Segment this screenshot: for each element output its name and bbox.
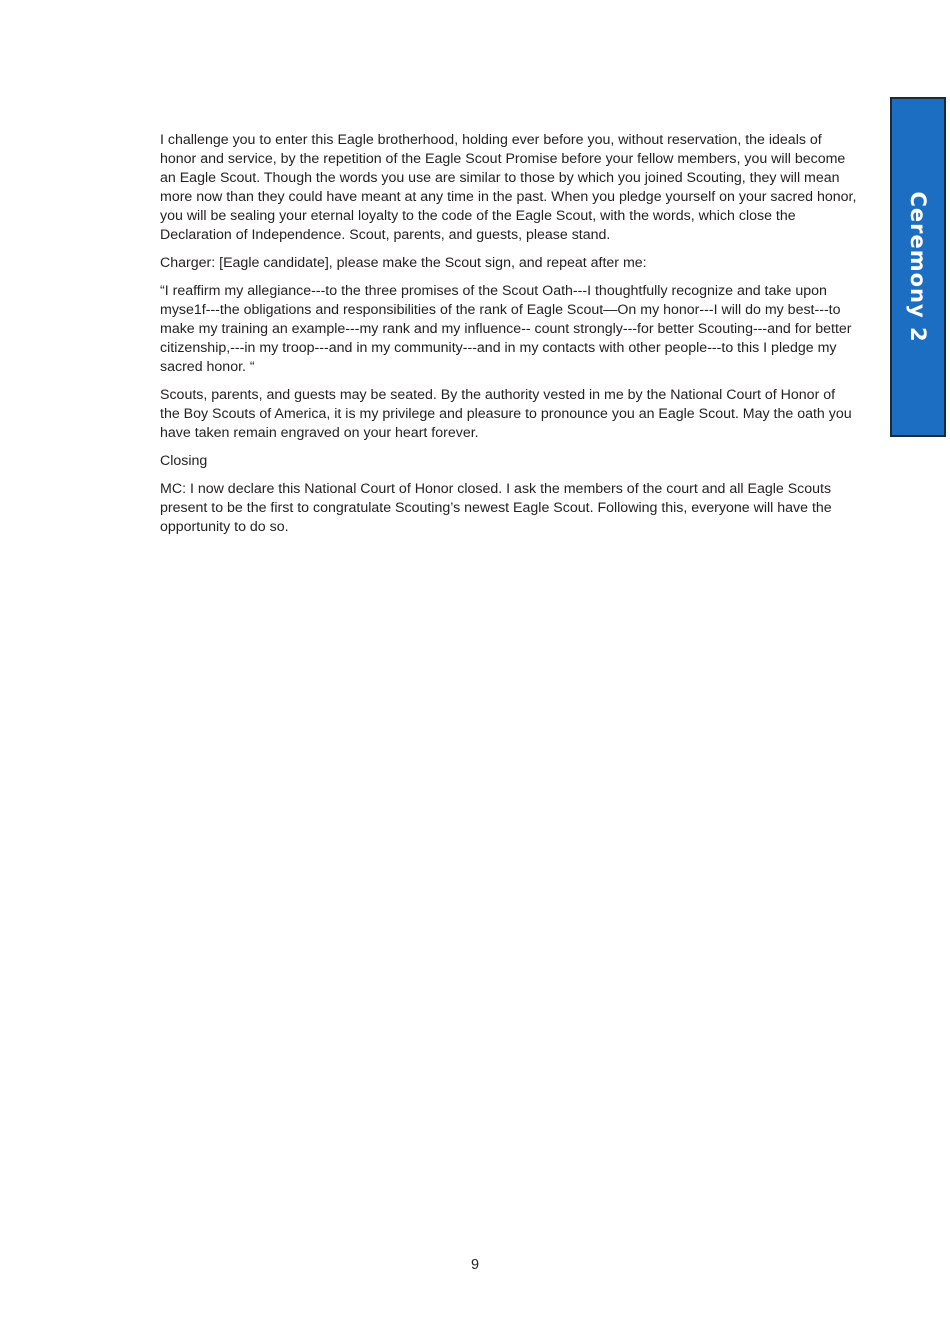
paragraph-closing-heading: Closing xyxy=(160,453,208,469)
page-number: 9 xyxy=(470,1257,480,1273)
paragraph-pronouncement: Scouts, parents, and guests may be seated. By the authority vested in me by the National Court of Honor of the Boy Scouts of America, it is my privilege and pleasure to pronounce you an Eagle Scout. May the oath you have taken remain engraved on your heart forever. xyxy=(160,387,852,441)
body-text xyxy=(160,131,858,546)
paragraph-closing-statement: MC: I now declare this National Court of Honor closed. I ask the members of the court and all Eagle Scouts present to be the first to congratulate Scouting’s newest Eagle Scout. Following this, everyone will have the opportunity to do so. xyxy=(160,481,832,535)
paragraph-charger: Charger: [Eagle candidate], please make the Scout sign, and repeat after me: xyxy=(160,255,647,271)
paragraph-challenge: I challenge you to enter this Eagle brotherhood, holding ever before you, without reservation, the ideals of honor and service, by the repetition of the Eagle Scout Promise before your fellow members, you will become an Eagle Scout. Though the words you use are similar to those by which you joined Scouting, they will mean more now than they could have meant at any time in the past. When you pledge yourself on your sacred honor, you will be sealing your eternal loyalty to the code of the Eagle Scout, with the words, which close the Declaration of Independence. Scout, parents, and guests, please stand. xyxy=(160,132,857,243)
section-tab-label: Ceremony 2 xyxy=(906,191,930,343)
paragraph-promise: “I reaffirm my allegiance---to the three promises of the Scout Oath---I thoughtfully recognize and take upon myse1f---the obligations and responsibilities of the rank of Eagle Scout—On my honor---I will do my best---to make my training an example---my rank and my influence-- count strongly---for better Scouting---and for better citizenship,---in my troop---and in my community---and in my contacts with other people---to this I pledge my sacred honor. “ xyxy=(160,283,852,375)
section-tab xyxy=(890,97,946,437)
